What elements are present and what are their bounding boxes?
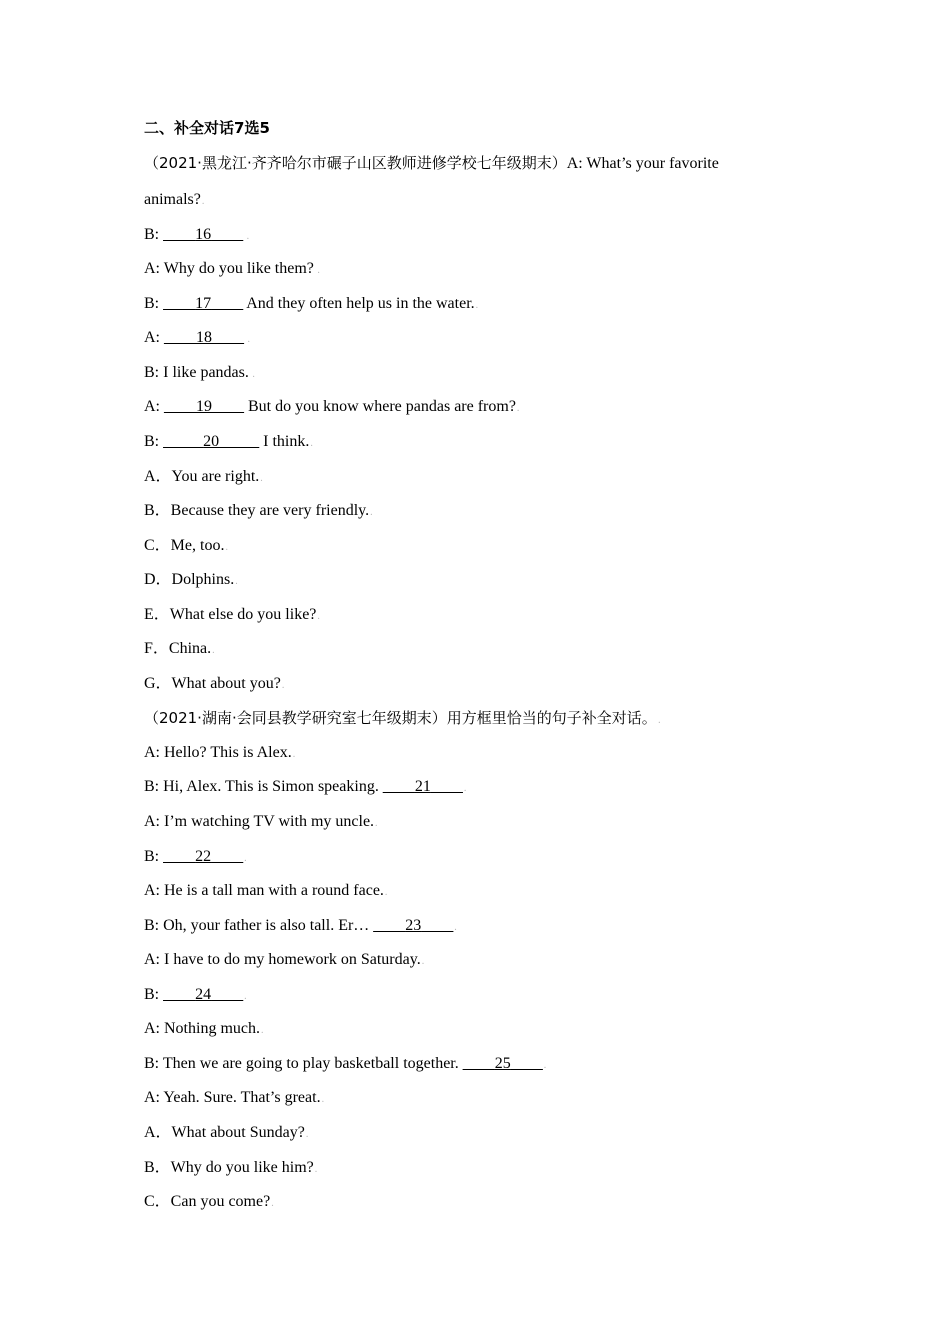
blank-17: ____17____ (163, 295, 244, 312)
option-e: E．What else do you like?. (144, 606, 320, 623)
blank-18: ____18____ (164, 329, 244, 346)
blank-23: ____23____ (373, 917, 454, 934)
option-c: C．Me, too.. (144, 537, 228, 554)
option-b: B．Why do you like him?. (144, 1159, 318, 1176)
dialogue-line-16: B: ____16____ . (144, 226, 250, 243)
dialogue-line-17: B: ____17____ And they often help us in the water.. (144, 295, 479, 312)
dialogue-line: B: I like pandas. . (144, 364, 255, 381)
option-d: D．Dolphins.. (144, 571, 238, 588)
dialogue-line: A: Why do you like them? . (144, 260, 320, 277)
dialogue-line-18: A: ____18____ . (144, 329, 250, 346)
dialogue-line: A: Hello? This is Alex.. (144, 744, 296, 761)
dialogue-line: A: I’m watching TV with my uncle.. (144, 813, 378, 830)
passage2-source: （2021·湖南·会同县教学研究室七年级期末）用方框里恰当的句子补全对话。. (144, 709, 661, 727)
blank-24: ____24____ (163, 986, 244, 1003)
dialogue-line-25: B: Then we are going to play basketball together. ____25____. (144, 1055, 547, 1072)
dialogue-line: A: Nothing much.. (144, 1020, 264, 1037)
dialogue-line-23: B: Oh, your father is also tall. Er… ____23____. (144, 917, 457, 934)
option-g: G．What about you?. (144, 675, 285, 692)
passage1-source-line (144, 153, 719, 174)
dialogue-line: A: He is a tall man with a round face.. (144, 882, 388, 899)
option-f: F．China.. (144, 640, 215, 657)
dialogue-line-22: B: ____22____. (144, 848, 247, 865)
blank-19: ____19____ (164, 398, 244, 415)
option-a: A．You are right.. (144, 468, 263, 485)
dialogue-line-19: A: ____19____ But do you know where pandas are from?. (144, 398, 520, 415)
blank-16: ____16____ (163, 226, 244, 243)
option-b: B．Because they are very friendly.. (144, 502, 373, 519)
blank-21: ____21____ (382, 778, 463, 795)
passage1-intro-cont: animals?. (144, 191, 205, 208)
blank-22: ____22____ (163, 848, 244, 865)
dialogue-line-24: B: ____24____. (144, 986, 247, 1003)
passage1-source: （2021·黑龙江·齐齐哈尔市碾子山区教师进修学校七年级期末） (144, 154, 567, 172)
passage1-intro: A: What’s your favorite (566, 155, 719, 172)
section-heading: 二、补全对话7选5 (144, 119, 270, 137)
dialogue-line-20: B: _____20_____ I think.. (144, 433, 313, 450)
dialogue-line: A: I have to do my homework on Saturday.. (144, 951, 425, 968)
dialogue-line-21: B: Hi, Alex. This is Simon speaking. ____21____. (144, 778, 467, 795)
option-c: C．Can you come?. (144, 1193, 274, 1210)
dialogue-line: A: Yeah. Sure. That’s great.. (144, 1089, 325, 1106)
blank-25: ____25____ (462, 1055, 543, 1072)
blank-20: _____20_____ (163, 433, 260, 450)
option-a: A．What about Sunday?. (144, 1124, 309, 1141)
